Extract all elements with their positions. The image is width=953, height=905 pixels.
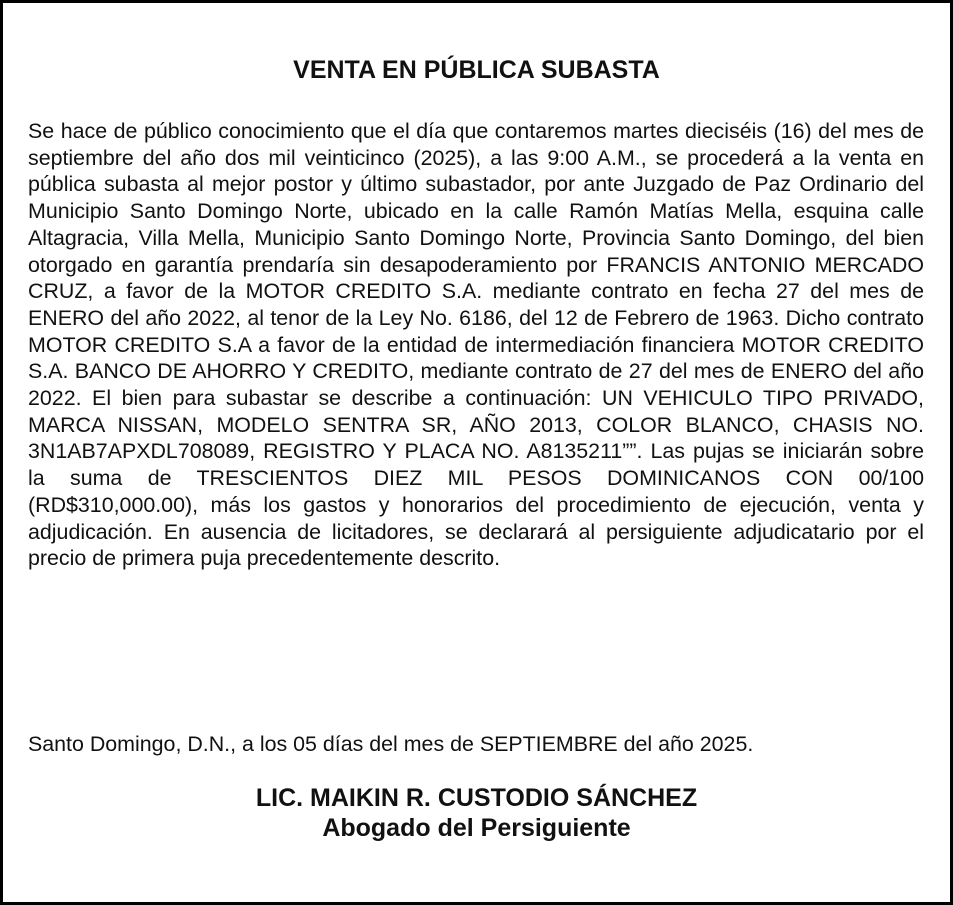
notice-date-line: Santo Domingo, D.N., a los 05 días del mes de SEPTIEMBRE del año 2025. [28,732,754,756]
signature-block [3,783,950,843]
notice-title: VENTA EN PÚBLICA SUBASTA [293,56,660,84]
signatory-role: Abogado del Persiguiente [322,814,631,842]
signatory-name: LIC. MAIKIN R. CUSTODIO SÁNCHEZ [255,784,698,812]
notice-body: Se hace de público conocimiento que el día que contaremos martes dieciséis (16) del mes de septiembre del año dos mil veinticinco (2025), a las 9:00 A.M., se procederá a la venta en pública subasta al mejor postor y último subastador, por ante Juzgado de Paz Ordinario del Municipio Santo Domingo Norte, ubicado en la calle Ramón Matías Mella, esquina calle Altagracia, Villa Mella, Municipio Santo Domingo Norte, Provincia Santo Domingo, del bien otorgado en garantía prendaría sin desapoderamiento por FRANCIS ANTONIO MERCADO CRUZ, a favor de la MOTOR CREDITO S.A. mediante contrato en fecha 27 del mes de ENERO del año 2022, al tenor de la Ley No. 6186, del 12 de Febrero de 1963. Dicho contrato MOTOR CREDITO S.A a favor de la entidad de intermediación financiera MOTOR CREDITO S.A. BANCO DE AHORRO Y CREDITO, mediante contrato de 27 del mes de ENERO del año 2022. El bien para subastar se describe a continuación: UN VEHICULO TIPO PRIVADO, MARCA NISSAN, MODELO SENTRA SR, AÑO 2013, COLOR BLANCO, CHASIS NO. 3N1AB7APXDL708089, REGISTRO Y PLACA NO. A8135211””. Las pujas se iniciarán sobre la suma de TRESCIENTOS DIEZ MIL PESOS DOMINICANOS CON 00/100 (RD$310,000.00), más los gastos y honorarios del procedimiento de ejecución, venta y adjudicación. En ausencia de licitadores, se declarará al persiguiente adjudicatario por el precio de primera puja precedentemente descrito. [28,119,924,571]
